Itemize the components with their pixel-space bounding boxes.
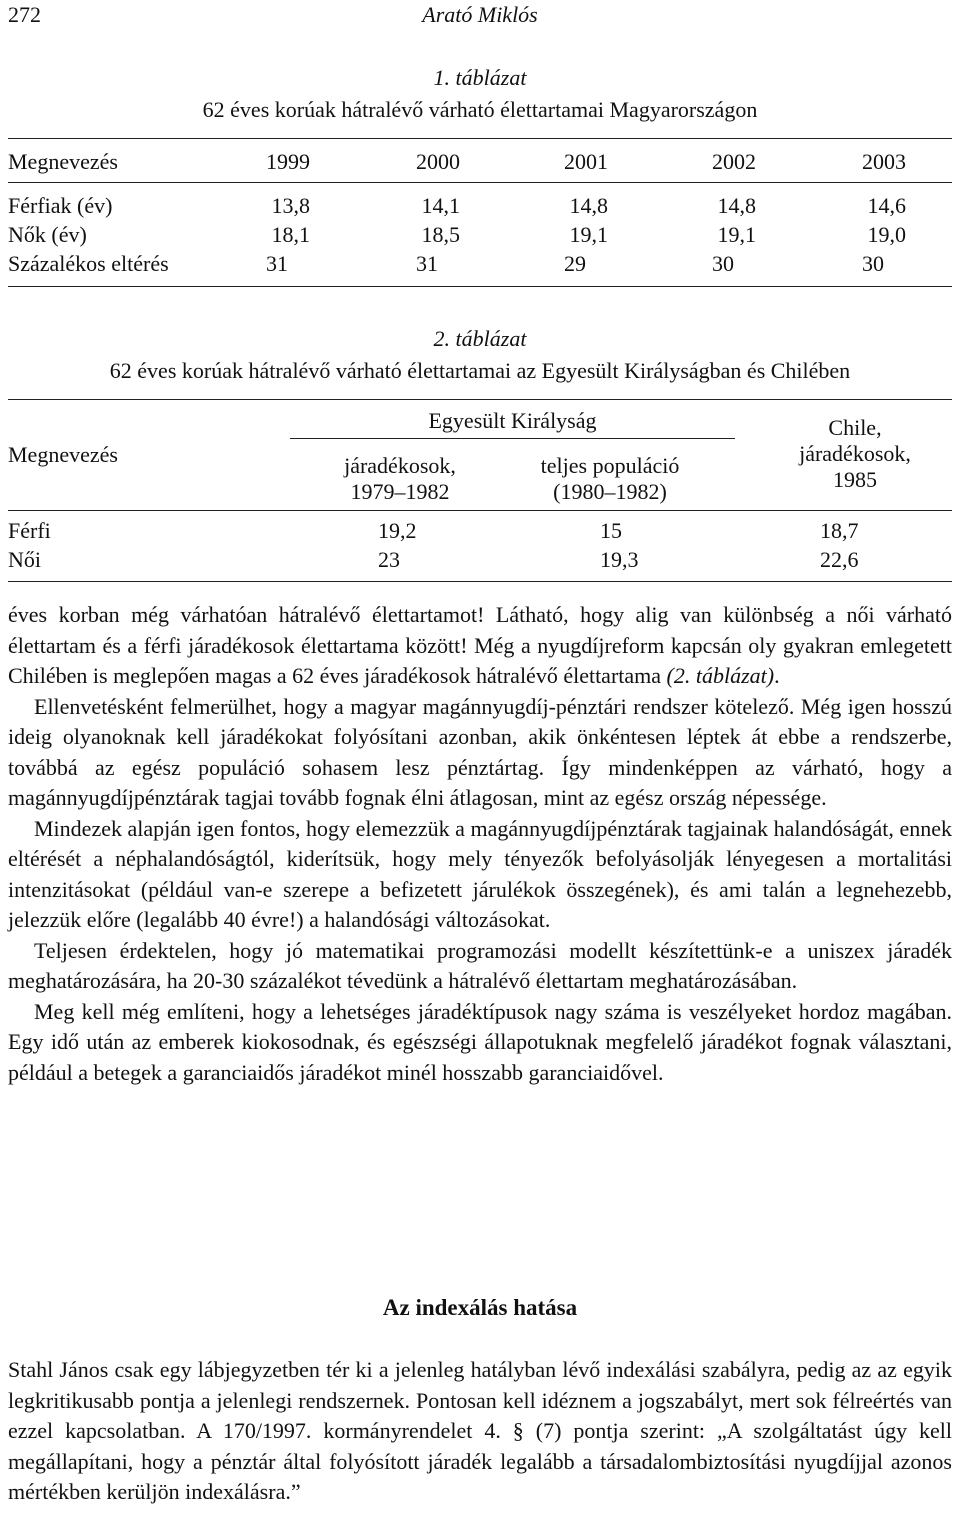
table1-cell: 14,6 [867,193,906,218]
table1-header-year: 2003 [862,149,906,174]
table2-caption [0,325,960,385]
section-title: Az indexálás hatása [382,1295,578,1320]
paragraph-text: . [774,663,780,688]
table1-cell: 31 [416,251,438,276]
table1-header-year: 2002 [712,149,756,174]
table2-cell: 19,2 [378,518,417,543]
table1-cell: 14,8 [717,193,756,218]
table2-top-rule [8,399,952,400]
table1-title: 62 éves korúak hátralévő várható élettartamai Magyarországon [202,97,758,122]
table2-subheader-population-period: (1980–1982) [553,479,667,504]
table2-subheader-chile: Chile, [828,415,882,440]
paragraph: Meg kell még említeni, hogy a lehetséges járadéktípusok nagy száma is veszélyeket hordoz magában. Egy idő után az emberek kiokosodnak, és egészségi állapotuknak megfelelő járadékot fognak választani, például a betegek a garanciaidős járadékot minél hosszabb garanciaidővel. [8,998,952,1085]
paragraph-text: éves korban még várhatóan hátralévő élettartamot! Látható, hogy alig van különbség a női várható élettartam és a férfi járadékosok élettartama között! Még a nyugdíjreform kapcsán oly gyakran emlegetett Chilében is meglepően magas a 62 éves járadékosok hátralévő élettartama [8,602,952,688]
paragraph: Teljesen érdektelen, hogy jó matematikai programozási modellt készítettünk-e a uniszex járadék meghatározására, ha 20-30 százalékot tévedünk a hátralévő élettartam meghatározásában. [8,937,952,993]
table2-subheader-annuitants: járadékosok, [344,453,456,478]
table1-cell: 30 [712,251,734,276]
table2-row-label: Női [8,547,41,572]
table1-header-year: 2001 [564,149,608,174]
paragraph [8,600,952,692]
table1-label: 1. táblázat [433,65,527,90]
paragraph: Ellenvetésként felmerülhet, hogy a magyar magánnyugdíj-pénztári rendszer kötelező. Még igen hosszú ideig olyanoknak kell járadékokat folyósítani azonban, akik önkéntesen léptek át ebbe a rendszerbe, továbbá az egész populáció sohasem lesz pénztártag. Így mindenképpen az várható, hogy a magánnyugdíjpénztárak tagjai tovább fognak élni átlagosan, mint az egész ország népessége. [8,693,952,810]
table1-caption [0,64,960,124]
table1-cell: 18,1 [271,222,310,247]
body-text [8,600,952,1088]
paragraph: Mindezek alapján igen fontos, hogy elemezzük a magánnyugdíjpénztárak tagjainak halandóságát, ennek eltérését a néphalandóságtól, kiderítsük, hogy mely tényezők befolyásolják lényegesen a mortalitási intenzitásokat (például van-e szerepe a befizetett járulékok összegének), és ami talán a legnehezebb, jelezzük előre (legalább 40 évre!) a halandósági változásokat. [8,815,952,932]
table1-top-rule [8,138,952,139]
table2-group-rule [290,438,735,439]
running-head: Arató Miklós [422,2,538,27]
table1-cell: 14,1 [421,193,460,218]
table1-header-year: 2000 [416,149,460,174]
table1-cell: 29 [564,251,586,276]
table1-cell: 19,1 [717,222,756,247]
table1-cell: 18,5 [421,222,460,247]
table1-row-label: Százalékos eltérés [8,251,169,276]
table1-cell: 19,1 [569,222,608,247]
table1-row-label: Nők (év) [8,222,87,247]
table1-cell: 19,0 [867,222,906,247]
table2-cell: 19,3 [600,547,639,572]
table1-header-year: 1999 [266,149,310,174]
section-body [8,1355,952,1508]
table2-subheader-chile-year: 1985 [833,467,877,492]
table2-row-label: Férfi [8,518,51,543]
table2-label: 2. táblázat [433,326,527,351]
table2-row-header: Megnevezés [8,442,118,467]
table1-header-rule [8,182,952,183]
table1-cell: 31 [266,251,288,276]
table2-cell: 23 [378,547,400,572]
table2-cell: 18,7 [820,518,859,543]
table2-subheader-chile-annuitants: járadékosok, [799,441,911,466]
page-header [8,2,952,36]
table1-header-label: Megnevezés [8,149,118,174]
table1-cell: 14,8 [569,193,608,218]
table1-cell: 30 [862,251,884,276]
table1-cell: 13,8 [271,193,310,218]
table2-subheader-annuitants-period: 1979–1982 [350,479,450,504]
table2-subheader-population: teljes populáció [540,453,680,478]
table2-title: 62 éves korúak hátralévő várható élettartamai az Egyesült Királyságban és Chilében [109,358,851,383]
table1-bottom-rule [8,286,952,287]
table2-group-header: Egyesült Királyság [428,408,597,433]
paragraph: Stahl János csak egy lábjegyzetben tér ki a jelenleg hatályban lévő indexálási szabályra, pedig az az egyik legkritikusabb pontja a jelenlegi rendszernek. Pontosan kell idéznem a jogszabályt, mert sok félreértés van ezzel kapcsolatban. A 170/1997. kormányrendelet 4. § (7) pontja szerint: „A szolgáltatást úgy kell megállapítani, hogy a pénztár által folyósított járadék legalább a társadalombiztosítási nyugdíjjal azonos mértékben kerüljön indexálásra.” [8,1357,952,1504]
page-number: 272 [8,2,41,27]
table-reference: (2. táblázat) [666,663,775,688]
table2-cell: 22,6 [820,547,859,572]
table1-row-label: Férfiak (év) [8,193,113,218]
table2-cell: 15 [600,518,622,543]
table2-header-rule [8,510,952,511]
table2-bottom-rule [8,581,952,582]
